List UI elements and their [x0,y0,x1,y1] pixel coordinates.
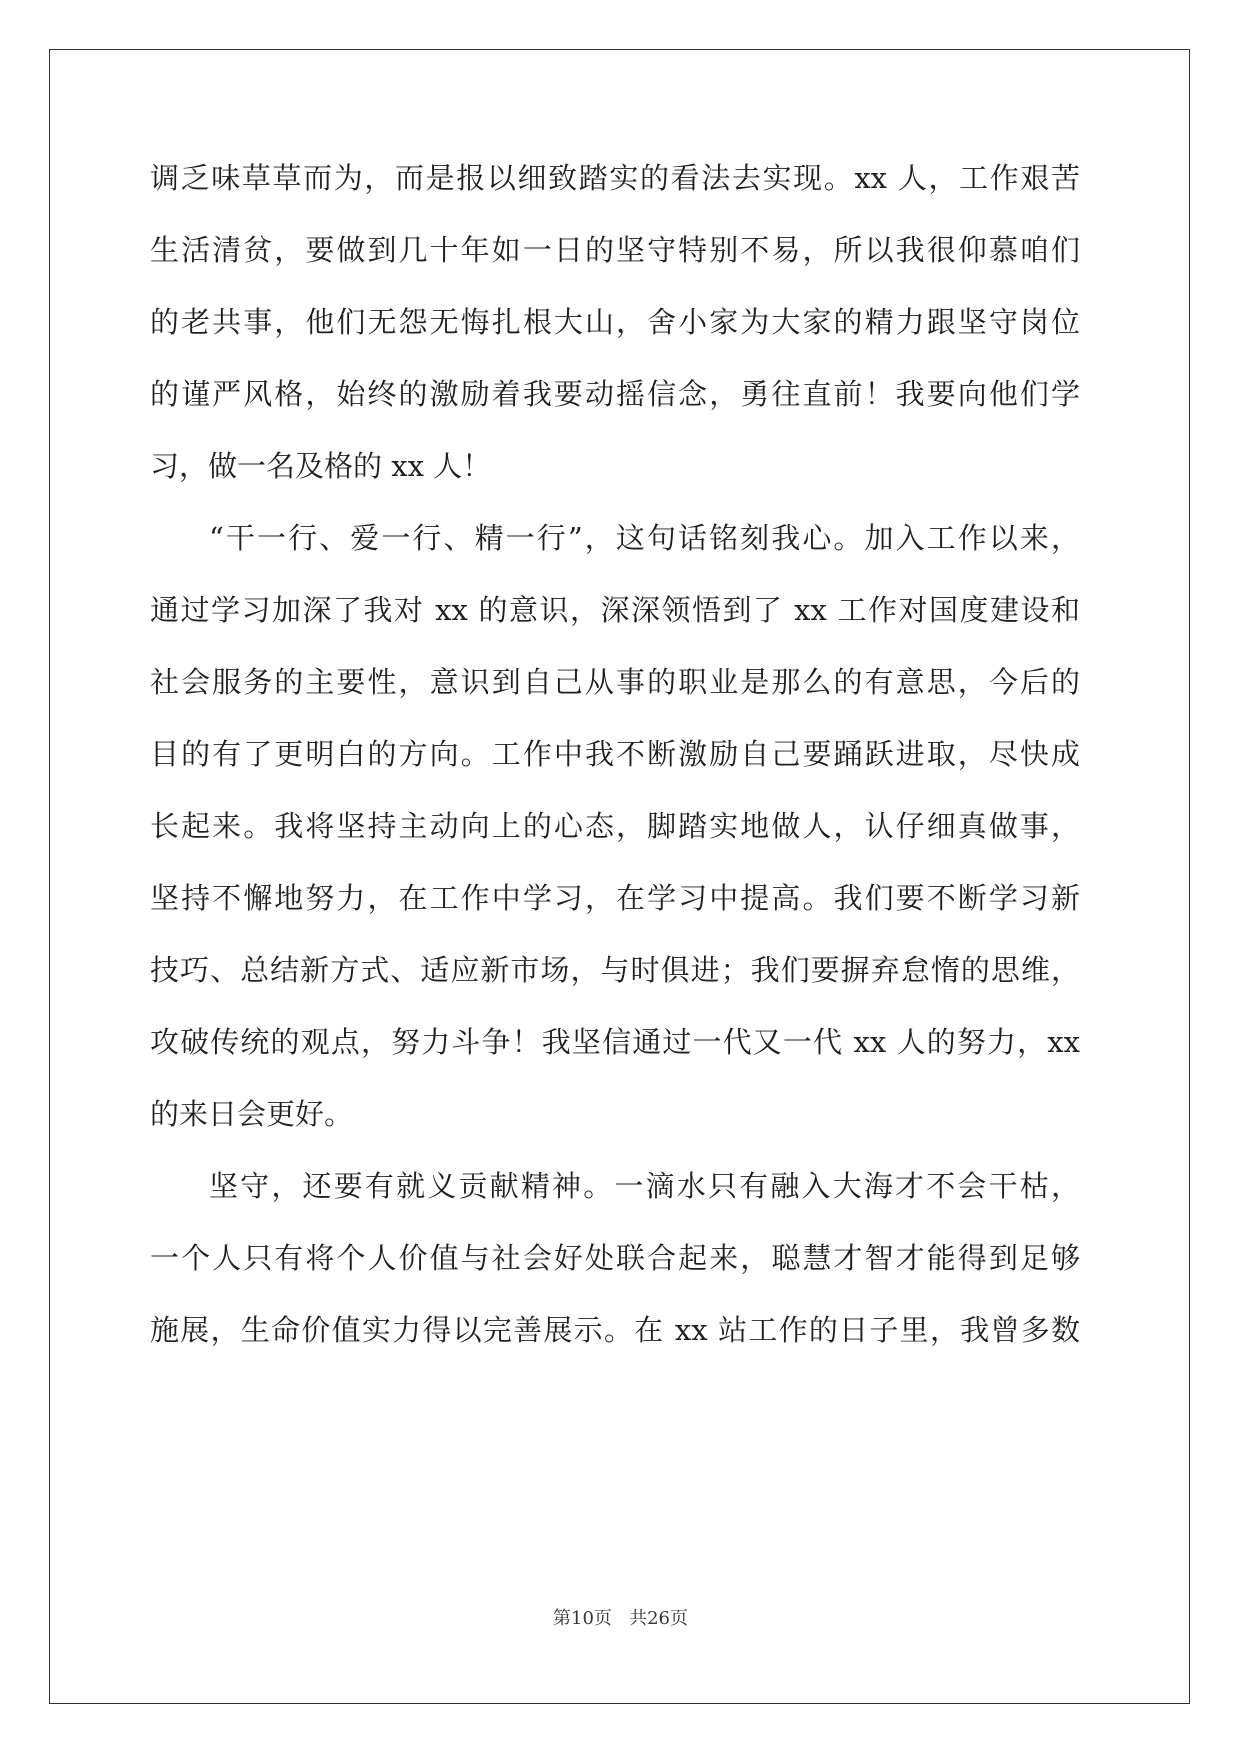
text-line: 技巧、总结新方式、适应新市场，与时俱进；我们要摒弃怠惰的思维， [150,953,1080,987]
text-line: 坚守，还要有就义贡献精神。一滴水只有融入大海才不会干枯， [209,1169,1080,1203]
text-line: 施展，生命价值实力得以完善展示。在 xx 站工作的日子里，我曾多数 [150,1313,1080,1347]
text-line: 调乏味草草而为，而是报以细致踏实的看法去实现。xx 人，工作艰苦 [150,161,1080,195]
text-line: 社会服务的主要性，意识到自己从事的职业是那么的有意思，今后的 [150,665,1080,699]
text-line: 目的有了更明白的方向。工作中我不断激励自己要踊跃进取，尽快成 [150,737,1080,771]
text-line: 的来日会更好。 [150,1097,354,1131]
page-border [49,49,1190,1704]
page-number-footer: 第10页 共26页 [553,1608,688,1629]
text-line: 长起来。我将坚持主动向上的心态，脚踏实地做人，认仔细真做事， [150,809,1080,843]
text-line: 一个人只有将个人价值与社会好处联合起来，聪慧才智才能得到足够 [150,1241,1080,1275]
text-line: 习，做一名及格的 xx 人！ [150,449,492,483]
text-line: 攻破传统的观点，努力斗争！我坚信通过一代又一代 xx 人的努力，xx [150,1025,1080,1059]
text-line: 坚持不懈地努力，在工作中学习，在学习中提高。我们要不断学习新 [150,881,1080,915]
text-line: 的谨严风格，始终的激励着我要动摇信念，勇往直前！我要向他们学 [150,377,1080,411]
text-line: 通过学习加深了我对 xx 的意识，深深领悟到了 xx 工作对国度建设和 [150,593,1080,627]
text-line: “干一行、爱一行、精一行”，这句话铭刻我心。加入工作以来， [209,521,1080,555]
text-line: 的老共事，他们无怨无悔扎根大山，舍小家为大家的精力跟坚守岗位 [150,305,1080,339]
text-line: 生活清贫，要做到几十年如一日的坚守特别不易，所以我很仰慕咱们 [150,233,1080,267]
